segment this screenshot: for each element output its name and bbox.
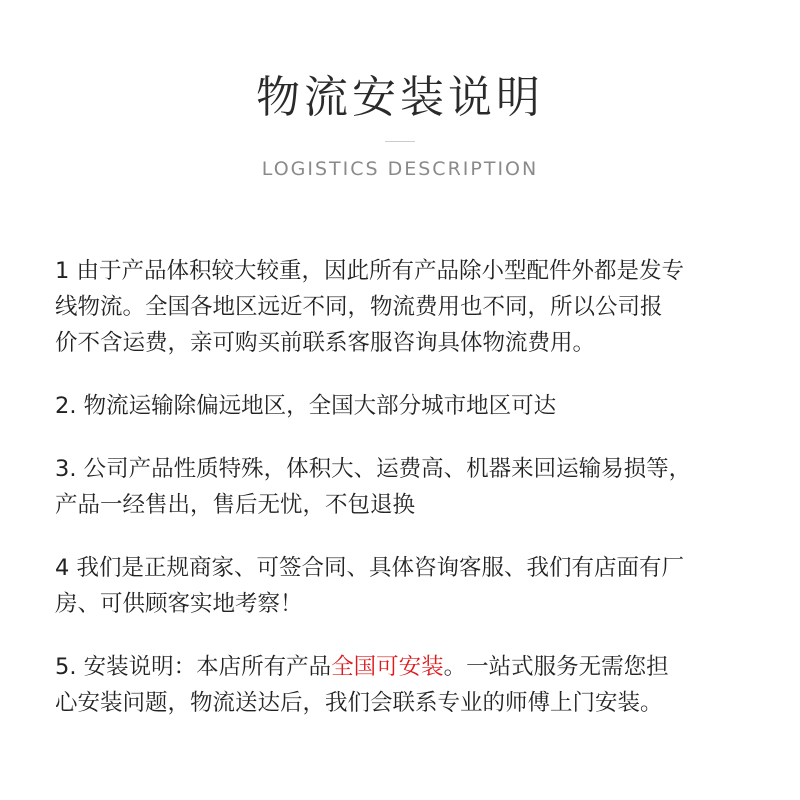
paragraph-line: 1 由于产品体积较大较重，因此所有产品除小型配件外都是发专 [55,258,684,284]
paragraph-line: 3. 公司产品性质特殊，体积大、运费高、机器来回运输易损等， [55,456,692,482]
page-title: 物流安装说明 [256,72,544,123]
paragraph-return-policy [55,451,755,523]
title-divider [385,141,415,142]
paragraph-line: 产品一经售出，售后无忧，不包退换 [55,492,416,518]
paragraph-line: 4 我们是正规商家、可签合同、具体咨询客服、我们有店面有厂 [55,555,684,581]
paragraph-line: 价不含运费，亲可购买前联系客服咨询具体物流费用。 [55,330,596,356]
paragraph-coverage [55,388,755,424]
installation-highlight: 全国可安装 [331,654,444,680]
installation-text-after: 。一站式服务无需您担 [443,654,669,680]
paragraph-line: 房、可供顾客实地考察！ [55,591,303,617]
installation-text-before: 5. 安装说明：本店所有产品 [55,654,332,680]
paragraph-line: 线物流。全国各地区远近不同，物流费用也不同，所以公司报 [55,294,663,320]
page-subtitle: LOGISTICS DESCRIPTION [261,158,539,180]
paragraph-merchant-info [55,550,755,622]
paragraph-shipping-method [55,253,755,361]
paragraph-installation [55,649,755,721]
description-content [55,253,755,748]
paragraph-line: 心安装问题，物流送达后，我们会联系专业的师傅上门安装。 [55,690,663,716]
paragraph-line [55,649,755,685]
paragraph-line: 2. 物流运输除偏远地区，全国大部分城市地区可达 [55,393,557,419]
